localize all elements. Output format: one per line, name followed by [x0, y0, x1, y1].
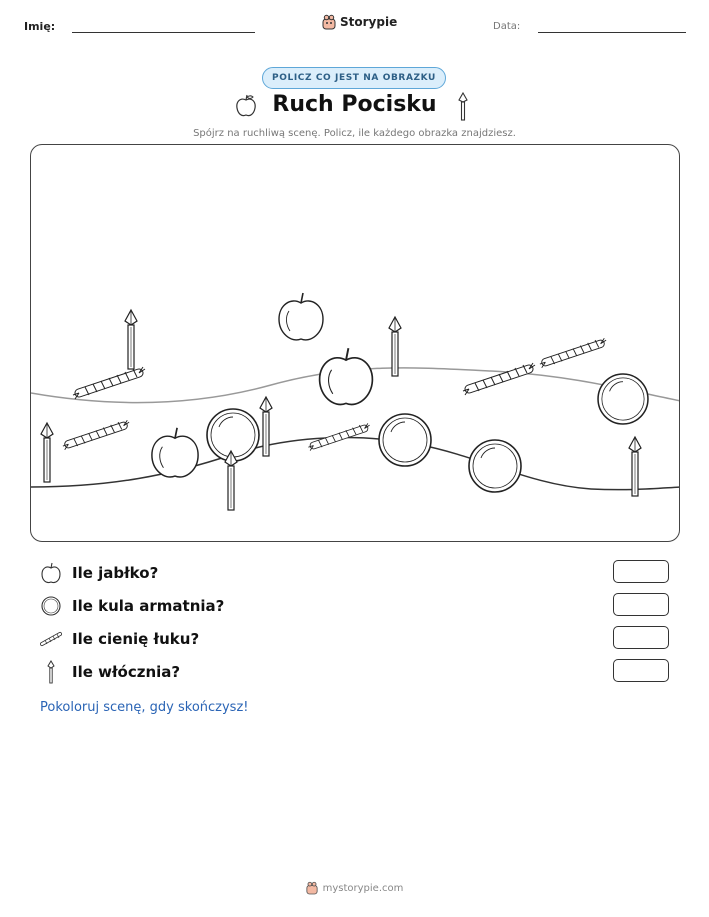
- coloring-note: Pokoloruj scenę, gdy skończysz!: [40, 700, 249, 715]
- scene-spear: [41, 423, 53, 482]
- scene-cannonball: [379, 414, 431, 466]
- scene-rope: [463, 363, 535, 395]
- scene-apple: [279, 293, 323, 340]
- scene-spear: [225, 451, 237, 510]
- scene-spear: [125, 310, 137, 369]
- counting-scene: [30, 144, 680, 542]
- title-spear-icon: [456, 92, 470, 122]
- page-title: Ruch Pocisku: [272, 92, 437, 117]
- scene-rope: [540, 338, 606, 367]
- scene-cannonball: [207, 409, 259, 461]
- brand: [322, 14, 397, 30]
- scene-drawing: [31, 145, 680, 542]
- count-badge: POLICZ CO JEST NA OBRAZKU: [262, 67, 446, 89]
- scene-apple: [152, 428, 198, 477]
- scene-spear: [389, 317, 401, 376]
- question-apples: [40, 560, 158, 586]
- scene-cannonball: [598, 374, 648, 424]
- question-text: Ile kula armatnia?: [72, 597, 225, 615]
- footer-site[interactable]: mystorypie.com: [322, 882, 404, 894]
- answer-box-ropes[interactable]: [613, 626, 669, 649]
- storypie-logo-icon: [306, 881, 318, 895]
- question-text: Ile włócznia?: [72, 663, 181, 681]
- question-text: Ile cienię łuku?: [72, 630, 200, 648]
- answer-box-apples[interactable]: [613, 560, 669, 583]
- name-label: Imię:: [24, 20, 56, 33]
- scene-apple: [320, 348, 373, 404]
- spear-icon: [40, 660, 62, 684]
- storypie-logo-icon: [322, 14, 336, 30]
- brand-name: Storypie: [340, 15, 398, 29]
- scene-spear: [629, 437, 641, 496]
- scene-rope: [73, 367, 145, 399]
- cannonball-icon: [40, 594, 62, 618]
- question-ropes: [40, 626, 199, 652]
- date-label: Data:: [493, 21, 521, 32]
- date-line[interactable]: [538, 32, 686, 33]
- question-cannonballs: [40, 593, 224, 619]
- footer: [0, 881, 709, 895]
- scene-cannonball: [469, 440, 521, 492]
- question-text: Ile jabłko?: [72, 564, 159, 582]
- rope-icon: [40, 627, 62, 651]
- scene-rope: [63, 420, 129, 449]
- name-line[interactable]: [72, 32, 255, 33]
- answer-box-cannonballs[interactable]: [613, 593, 669, 616]
- question-spears: [40, 659, 180, 685]
- apple-icon: [40, 561, 62, 585]
- scene-rope: [308, 423, 369, 450]
- instructions: Spójrz na ruchliwą scenę. Policz, ile każdego obrazka znajdziesz.: [193, 128, 516, 139]
- answer-box-spears[interactable]: [613, 659, 669, 682]
